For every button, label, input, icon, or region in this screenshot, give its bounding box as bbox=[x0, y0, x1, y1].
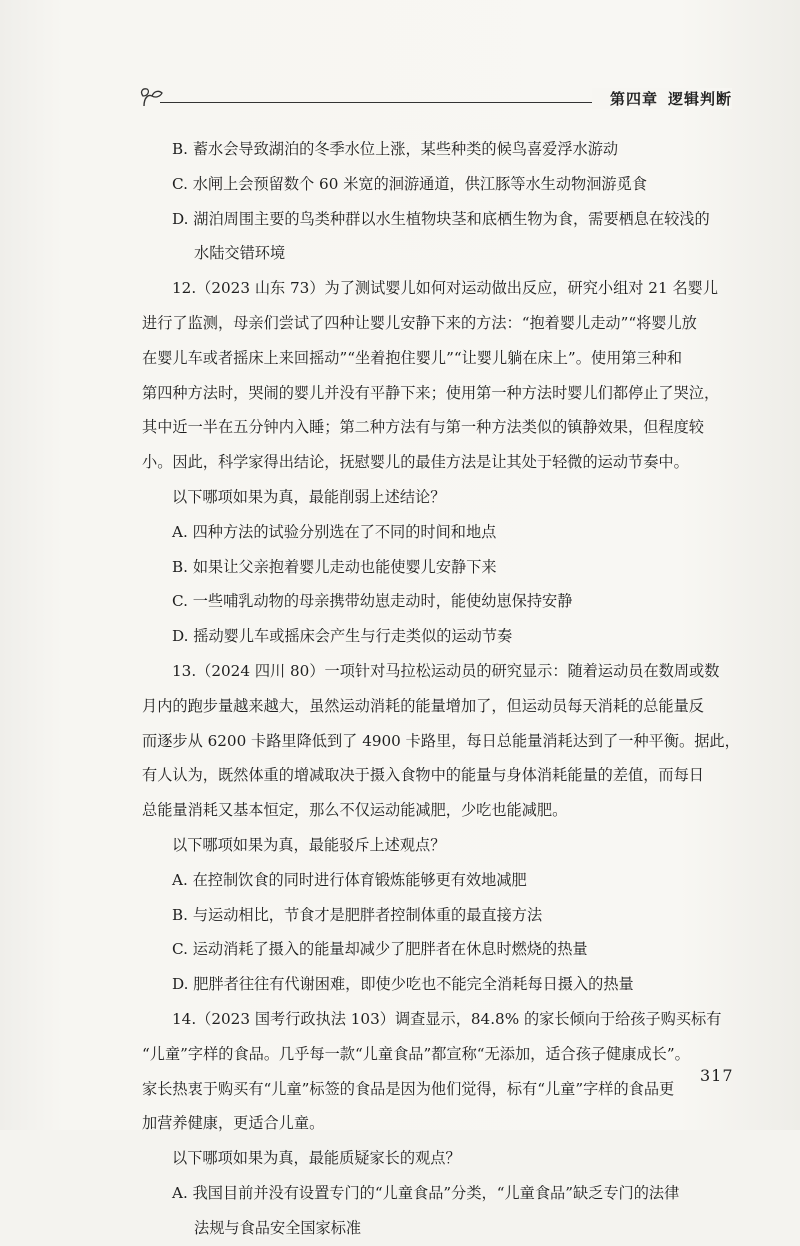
question-line: 以下哪项如果为真，最能质疑家长的观点？ bbox=[172, 1149, 461, 1168]
option-line: D. 摇动婴儿车或摇床会产生与行走类似的运动节奏 bbox=[172, 627, 513, 646]
text-line: 在婴儿车或者摇床上来回摇动”“坐着抱住婴儿”“让婴儿躺在床上”。使用第三种和 bbox=[142, 348, 683, 367]
option-line: B. 与运动相比，节食才是肥胖者控制体重的最直接方法 bbox=[172, 905, 543, 924]
text-line: “儿童”字样的食品。几乎每一款“儿童食品”都宣称“无添加，适合孩子健康成长”。 bbox=[142, 1044, 690, 1063]
question-line: 12.（2023 山东 73）为了测试婴儿如何对运动做出反应，研究小组对 21 名婴儿 bbox=[172, 279, 719, 298]
question-text bbox=[142, 132, 740, 1246]
text-line: 家长热衷于购买有“儿童”标签的食品是因为他们觉得，标有“儿童”字样的食品更 bbox=[142, 1079, 675, 1098]
option-line: C. 一些哺乳动物的母亲携带幼崽走动时，能使幼崽保持安静 bbox=[172, 592, 573, 611]
option-line: A. 四种方法的试验分别选在了不同的时间和地点 bbox=[172, 522, 497, 541]
text-line: 总能量消耗又基本恒定，那么不仅运动能减肥，少吃也能减肥。 bbox=[142, 801, 568, 820]
text-line: 第四种方法时，哭闹的婴儿并没有平静下来；使用第一种方法时婴儿们都停止了哭泣， bbox=[142, 383, 720, 402]
text-line: 有人认为，既然体重的增减取决于摄入食物中的能量与身体消耗能量的差值，而每日 bbox=[142, 766, 704, 785]
text-line: 进行了监测，母亲们尝试了四种让婴儿安静下来的方法：“抱着婴儿走动”“将婴儿放 bbox=[142, 313, 697, 332]
page-number: 317 bbox=[700, 1066, 734, 1085]
text-line: 而逐步从 6200 卡路里降低到了 4900 卡路里，每日总能量消耗达到了一种平衡。据此， bbox=[142, 731, 740, 750]
question-line: 14.（2023 国考行政执法 103）调查显示，84.8% 的家长倾向于给孩子购买标有 bbox=[172, 1009, 722, 1028]
option-line: B. 蓄水会导致湖泊的冬季水位上涨，某些种类的候鸟喜爱浮水游动 bbox=[172, 140, 619, 158]
text-line: 加营养健康，更适合儿童。 bbox=[142, 1114, 325, 1133]
option-line: D. 湖泊周围主要的鸟类种群以水生植物块茎和底栖生物为食，需要栖息在较浅的 bbox=[172, 209, 710, 228]
section-label: 逻辑判断 bbox=[667, 90, 732, 108]
chapter-title bbox=[592, 88, 732, 109]
question-line: 以下哪项如果为真，最能驳斥上述观点？ bbox=[172, 835, 446, 854]
text-line: 水陆交错环境 bbox=[194, 244, 286, 263]
question-line: 以下哪项如果为真，最能削弱上述结论？ bbox=[172, 487, 446, 506]
text-line: 其中近一半在五分钟内入睡；第二种方法有与第一种方法类似的镇静效果，但程度较 bbox=[142, 418, 704, 437]
text-line: 法规与食品安全国家标准 bbox=[194, 1218, 362, 1237]
option-line: B. 如果让父亲抱着婴儿走动也能使婴儿安静下来 bbox=[172, 557, 497, 576]
option-line: D. 肥胖者往往有代谢困难，即使少吃也不能完全消耗每日摄入的热量 bbox=[172, 975, 634, 994]
text-line: 小。因此，科学家得出结论，抚慰婴儿的最佳方法是让其处于轻微的运动节奏中。 bbox=[142, 453, 689, 472]
option-line: A. 我国目前并没有设置专门的“儿童食品”分类，“儿童食品”缺乏专门的法律 bbox=[172, 1183, 680, 1202]
question-line: 13.（2024 四川 80）一项针对马拉松运动员的研究显示：随着运动员在数周或数 bbox=[172, 661, 720, 680]
option-line: C. 水闸上会预留数个 60 米宽的洄游通道，供江豚等水生动物洄游觅食 bbox=[172, 174, 647, 193]
option-line: C. 运动消耗了摄入的能量却减少了肥胖者在休息时燃烧的热量 bbox=[172, 940, 588, 959]
sprout-icon bbox=[138, 86, 166, 110]
chapter-label: 第四章 bbox=[609, 90, 658, 108]
running-header bbox=[138, 86, 732, 110]
option-line: A. 在控制饮食的同时进行体育锻炼能够更有效地减肥 bbox=[172, 870, 527, 889]
text-line: 月内的跑步量越来越大，虽然运动消耗的能量增加了，但运动员每天消耗的总能量反 bbox=[142, 696, 704, 715]
